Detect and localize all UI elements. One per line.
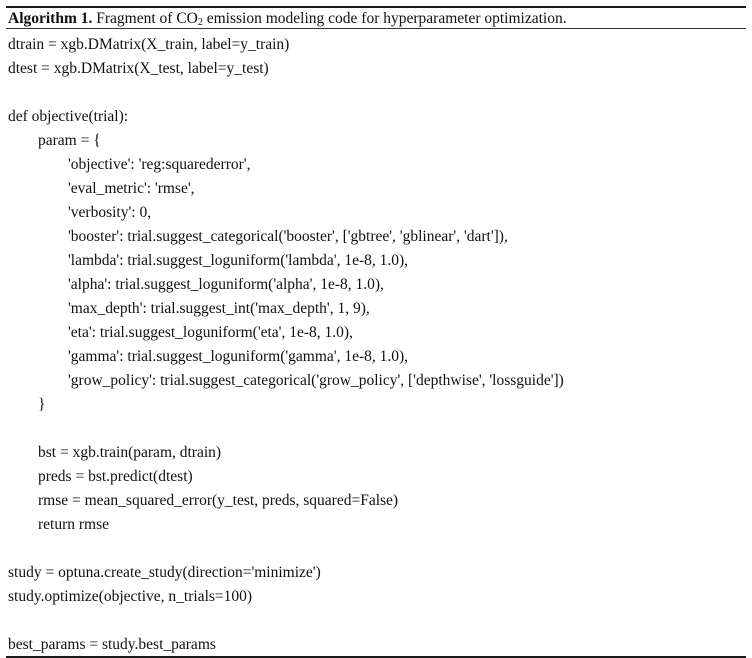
code-line: 'alpha': trial.suggest_loguniform('alpha', 1e-8, 1.0),: [68, 276, 384, 293]
caption-text-2: emission modeling code for hyperparameter optimization.: [202, 10, 567, 27]
code-line: [6, 537, 746, 561]
caption-text-1: Fragment of CO: [92, 10, 198, 27]
algorithm-caption: [6, 8, 746, 28]
code-line: 'booster': trial.suggest_categorical('booster', ['gbtree', 'gblinear', 'dart']),: [68, 228, 508, 245]
code-line: preds = bst.predict(dtest): [38, 468, 193, 485]
code-line: 'max_depth': trial.suggest_int('max_depth', 1, 9),: [68, 300, 370, 317]
code-line: 'eval_metric': 'rmse',: [68, 180, 195, 197]
code-line: 'lambda': trial.suggest_loguniform('lambda', 1e-8, 1.0),: [68, 252, 409, 269]
code-line: bst = xgb.train(param, dtrain): [38, 444, 222, 461]
caption-subscript: 2: [197, 17, 203, 28]
code-line: dtrain = xgb.DMatrix(X_train, label=y_train): [8, 36, 290, 53]
code-line: dtest = xgb.DMatrix(X_test, label=y_test): [8, 60, 269, 77]
code-line: best_params = study.best_params: [8, 636, 216, 653]
code-line: rmse = mean_squared_error(y_test, preds, squared=False): [38, 492, 399, 509]
code-line: 'eta': trial.suggest_loguniform('eta', 1e-8, 1.0),: [68, 324, 353, 341]
code-line: study.optimize(objective, n_trials=100): [8, 588, 253, 605]
code-line: def objective(trial):: [8, 108, 129, 125]
code-line: [6, 609, 746, 633]
code-line: param = {: [38, 132, 101, 149]
code-line: 'gamma': trial.suggest_loguniform('gamma', 1e-8, 1.0),: [68, 348, 409, 365]
code-line: 'verbosity': 0,: [68, 204, 152, 221]
code-line: 'grow_policy': trial.suggest_categorical('grow_policy', ['depthwise', 'lossguide']): [68, 372, 564, 389]
code-line: [6, 81, 746, 105]
algorithm-label: Algorithm 1.: [8, 10, 93, 27]
code-line: return rmse: [38, 516, 110, 533]
code-block: [6, 29, 746, 657]
code-line: 'objective': 'reg:squarederror',: [68, 156, 251, 173]
code-line: }: [38, 396, 46, 413]
algorithm-box: [6, 6, 746, 658]
code-line: [6, 417, 746, 441]
code-line: study = optuna.create_study(direction='minimize'): [8, 564, 321, 581]
